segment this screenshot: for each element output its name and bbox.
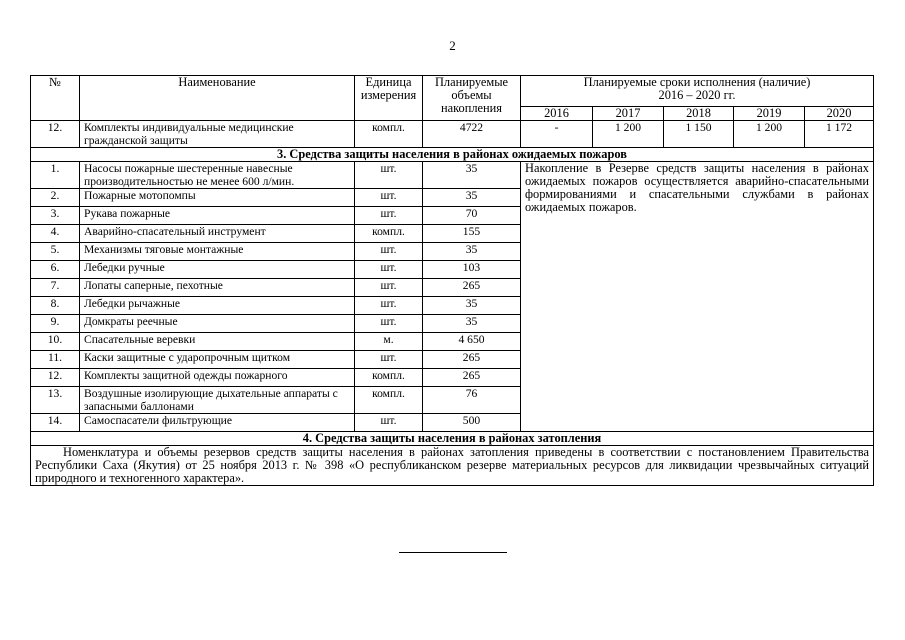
row-name: Домкраты реечные	[80, 315, 355, 333]
row-planned: 265	[423, 369, 521, 387]
row-name: Спасательные веревки	[80, 333, 355, 351]
header-year: 2020	[805, 107, 874, 121]
row-name: Воздушные изолирующие дыхательные аппараты с запасными баллонами	[80, 387, 355, 414]
header-num: №	[31, 76, 80, 121]
row-unit: шт.	[355, 414, 423, 432]
row-name: Насосы пожарные шестеренные навесные производительностью не менее 600 л/мин.	[80, 162, 355, 189]
row-unit: шт.	[355, 261, 423, 279]
row-num: 6.	[31, 261, 80, 279]
row-year-value: 1 150	[664, 121, 734, 148]
row-unit: шт.	[355, 189, 423, 207]
row-unit: компл.	[355, 121, 423, 148]
row-planned: 70	[423, 207, 521, 225]
row-name: Рукава пожарные	[80, 207, 355, 225]
row-num: 5.	[31, 243, 80, 261]
header-terms-line1: Планируемые сроки исполнения (наличие)	[583, 75, 811, 89]
section-4-row	[31, 432, 874, 446]
row-unit: шт.	[355, 351, 423, 369]
header-terms	[521, 76, 874, 107]
row-num: 7.	[31, 279, 80, 297]
row-planned: 35	[423, 189, 521, 207]
row-planned: 76	[423, 387, 521, 414]
row-unit: компл.	[355, 387, 423, 414]
row-planned: 103	[423, 261, 521, 279]
row-num: 3.	[31, 207, 80, 225]
row-name: Каски защитные с ударопрочным щитком	[80, 351, 355, 369]
table-row	[31, 121, 874, 148]
row-num: 1.	[31, 162, 80, 189]
header-year: 2018	[664, 107, 734, 121]
row-planned: 500	[423, 414, 521, 432]
row-planned: 35	[423, 297, 521, 315]
row-name: Лебедки ручные	[80, 261, 355, 279]
row-planned: 155	[423, 225, 521, 243]
row-planned: 4 650	[423, 333, 521, 351]
header-year: 2019	[734, 107, 805, 121]
page-number: 2	[449, 38, 456, 53]
header-row	[31, 76, 874, 107]
row-year-value: 1 172	[805, 121, 874, 148]
row-unit: компл.	[355, 225, 423, 243]
row-unit: м.	[355, 333, 423, 351]
header-name: Наименование	[80, 76, 355, 121]
row-num: 2.	[31, 189, 80, 207]
header-year: 2016	[521, 107, 593, 121]
section-3-title: 3. Средства защиты населения в районах ожидаемых пожаров	[31, 148, 874, 162]
footer-separator-line	[399, 552, 507, 553]
row-unit: шт.	[355, 207, 423, 225]
table-row	[31, 162, 874, 189]
row-unit: шт.	[355, 162, 423, 189]
row-planned: 35	[423, 315, 521, 333]
row-planned: 265	[423, 351, 521, 369]
row-planned: 265	[423, 279, 521, 297]
row-name: Механизмы тяговые монтажные	[80, 243, 355, 261]
row-planned: 35	[423, 162, 521, 189]
row-name: Аварийно-спасательный инструмент	[80, 225, 355, 243]
row-num: 9.	[31, 315, 80, 333]
header-unit: Единица измерения	[355, 76, 423, 121]
row-unit: шт.	[355, 243, 423, 261]
row-num: 11.	[31, 351, 80, 369]
row-num: 4.	[31, 225, 80, 243]
row-unit: шт.	[355, 279, 423, 297]
section-4-text: Номенклатура и объемы резервов средств защиты населения в районах затопления приведены в соответствии с постановлением Правительства Республики Саха (Якутия) от 25 ноября 2013 г. № 398 «О республиканском резерве материальных ресурсов для ликвидации чрезвычайных ситуаций природного и техногенного характера».	[31, 446, 874, 486]
row-planned: 4722	[423, 121, 521, 148]
row-unit: компл.	[355, 369, 423, 387]
row-num: 12.	[31, 369, 80, 387]
row-year-value: 1 200	[734, 121, 805, 148]
row-name: Самоспасатели фильтрующие	[80, 414, 355, 432]
row-name: Лебедки рычажные	[80, 297, 355, 315]
row-unit: шт.	[355, 315, 423, 333]
row-num: 10.	[31, 333, 80, 351]
row-name: Лопаты саперные, пехотные	[80, 279, 355, 297]
row-planned: 35	[423, 243, 521, 261]
row-name: Пожарные мотопомпы	[80, 189, 355, 207]
row-year-value: -	[521, 121, 593, 148]
row-year-value: 1 200	[593, 121, 664, 148]
row-num: 12.	[31, 121, 80, 148]
row-name: Комплекты индивидуальные медицинские гражданской защиты	[80, 121, 355, 148]
section-3-note: Накопление в Резерве средств защиты населения в районах ожидаемых пожаров осуществляется аварийно-спасательными формированиями и спасательными службами в районах ожидаемых пожаров.	[521, 162, 874, 432]
section-4-text-row	[31, 446, 874, 486]
row-unit: шт.	[355, 297, 423, 315]
section-3-row	[31, 148, 874, 162]
section-4-title: 4. Средства защиты населения в районах затопления	[31, 432, 874, 446]
row-num: 14.	[31, 414, 80, 432]
header-terms-line2: 2016 – 2020 гг.	[658, 88, 736, 102]
row-num: 13.	[31, 387, 80, 414]
header-planned: Планируемые объемы накопления	[423, 76, 521, 121]
row-name: Комплекты защитной одежды пожарного	[80, 369, 355, 387]
reserve-table	[30, 75, 874, 486]
row-num: 8.	[31, 297, 80, 315]
header-year: 2017	[593, 107, 664, 121]
